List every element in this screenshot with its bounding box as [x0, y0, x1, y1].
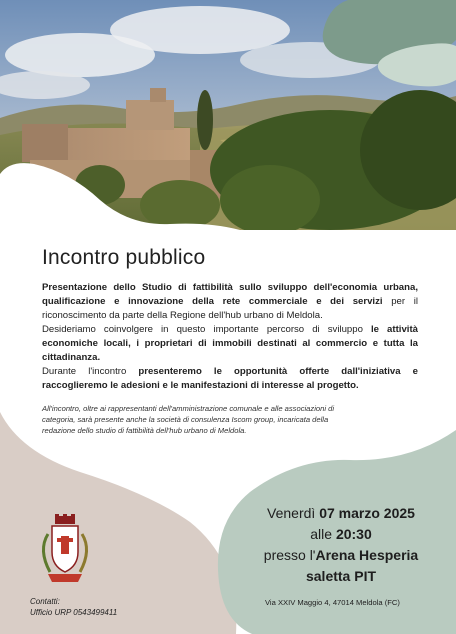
decorative-wave: [0, 160, 456, 240]
event-date: 07 marzo 2025: [319, 505, 415, 521]
contacts-office: Ufficio URP 0543499411: [30, 608, 118, 617]
contacts: [30, 596, 117, 618]
event-place-prefix: presso l': [263, 547, 316, 563]
note-text: All'incontro, oltre ai rappresentanti dell'amministrazione comunale e alle associazioni di categoria, sarà presente anche la società di consulenza Iscom group, incaricata della redazione dello studio di fattibilità dell'hub urbano di Meldola.: [42, 404, 335, 435]
event-address: Via XXIV Maggio 4, 47014 Meldola (FC): [265, 598, 400, 607]
paragraph-1-bold: Presentazione dello Studio di fattibilità sullo sviluppo dell'economia urbana, qualificazione e innovazione della rete commerciale e dei servizi: [42, 282, 418, 307]
event-place-line: [236, 545, 446, 566]
event-day: Venerdì: [267, 505, 320, 521]
event-time-line: [236, 524, 446, 545]
event-time-prefix: alle: [310, 526, 336, 542]
paragraph-1-normal: per il riconoscimento da parte della Regione dell'hub urbano di Meldola.: [42, 296, 418, 321]
decorative-blob-top-light: [372, 40, 456, 90]
paragraph-3: [42, 365, 418, 393]
municipal-crest-icon: [34, 514, 96, 588]
paragraph-2-bold: le attività economiche locali, i proprietari di immobili destinati al commercio e tutta la cittadinanza.: [42, 324, 418, 363]
paragraph-1: [42, 281, 418, 323]
paragraph-2: [42, 323, 418, 365]
event-details: [236, 503, 446, 587]
event-room-line: [236, 566, 446, 587]
event-place: Arena Hesperia: [315, 547, 419, 563]
page-title: Incontro pubblico: [42, 246, 206, 269]
paragraph-2-normal: Desideriamo coinvolgere in questo importante percorso di sviluppo: [42, 324, 371, 335]
event-room: saletta PIT: [305, 568, 377, 584]
paragraph-3-normal: Durante l'incontro: [42, 366, 139, 377]
paragraph-3-bold: presenteremo le opportunità offerte dall'iniziativa e raccoglieremo le adesioni e le manifestazioni di interesse al progetto.: [42, 366, 418, 391]
contacts-label: Contatti:: [30, 597, 60, 606]
event-date-line: [236, 503, 446, 524]
event-time: 20:30: [335, 526, 372, 542]
description: [42, 281, 418, 393]
